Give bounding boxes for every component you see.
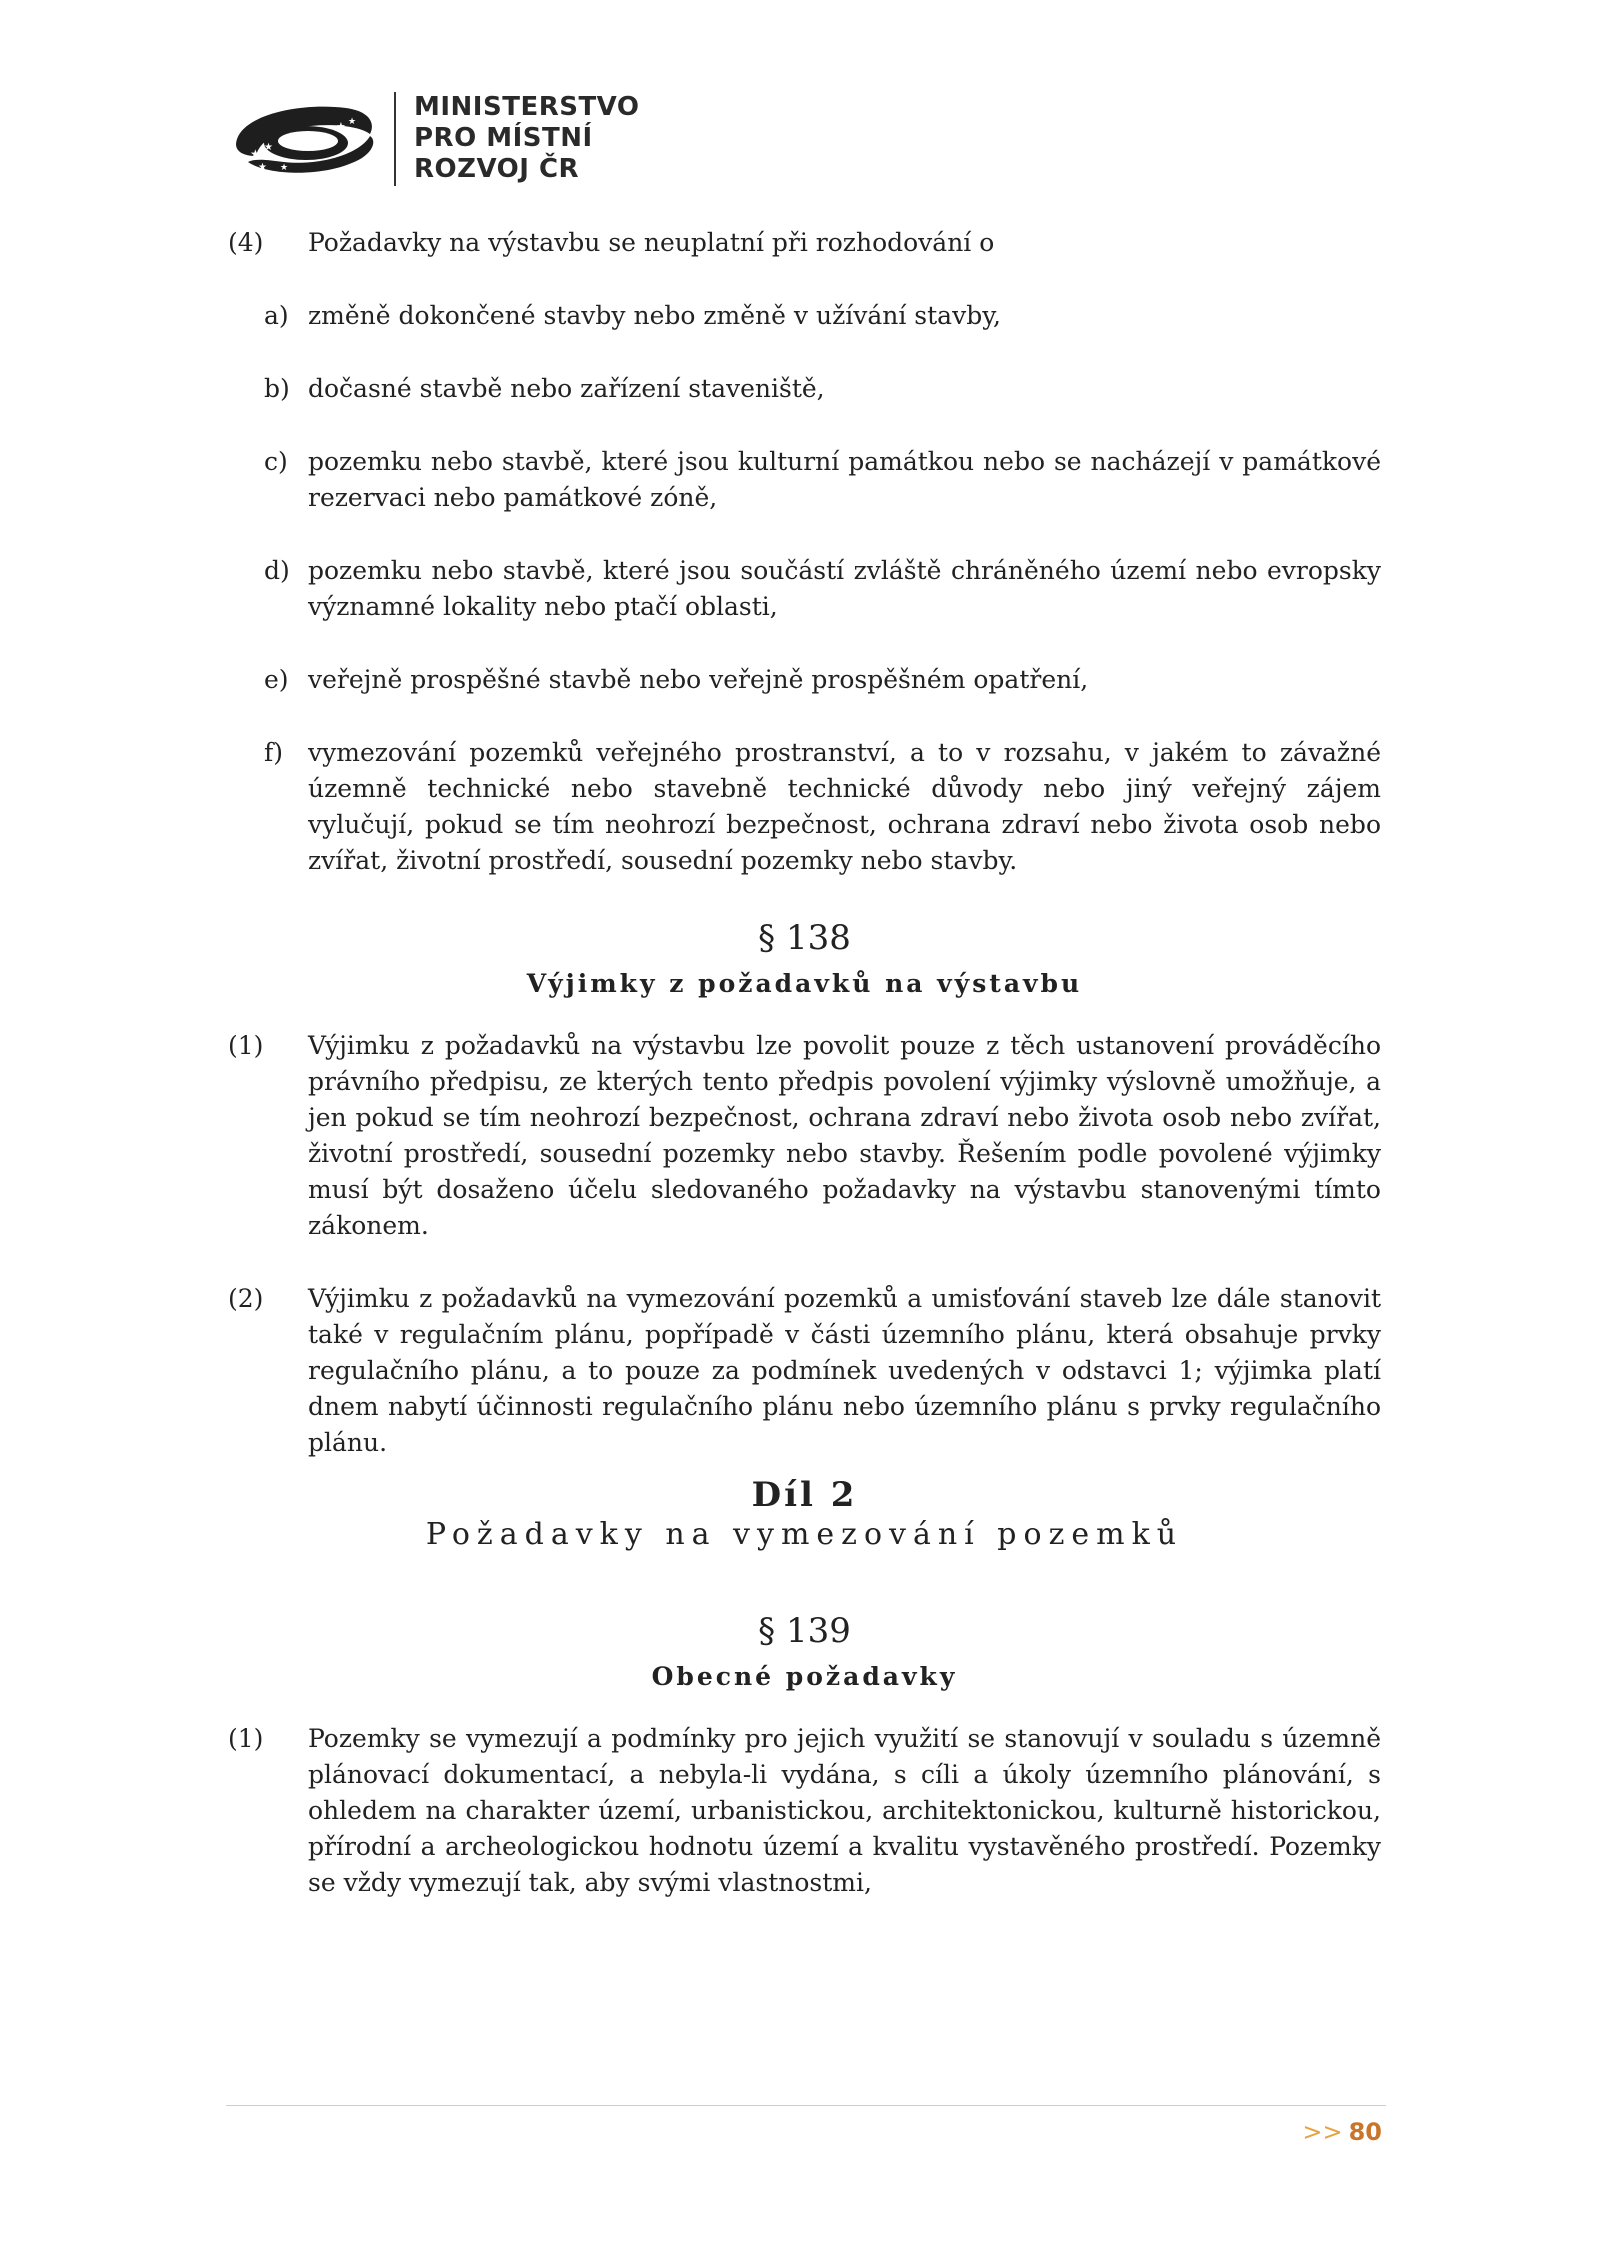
svg-text:★: ★ [348, 117, 357, 127]
item-text: pozemku nebo stavbě, které jsou kulturní památkou nebo se nacházejí v památkové rezervaci nebo památkové zóně, [308, 447, 1381, 512]
item-letter: a) [264, 301, 289, 330]
document-body [228, 225, 1381, 1938]
item-letter: d) [264, 556, 290, 585]
list-item [228, 371, 1381, 407]
list-item [228, 735, 1381, 879]
logo-line: MINISTERSTVO [414, 92, 640, 122]
list-item [228, 298, 1381, 334]
item-letter: b) [264, 374, 290, 403]
item-text: dočasné stavbě nebo zařízení staveniště, [308, 374, 825, 403]
paragraph-text: Výjimku z požadavků na výstavbu lze povolit pouze z těch ustanovení prováděcího právního předpisu, ze kterých tento předpis povolení výjimky výslovně umožňuje, a jen pokud se tím neohrozí bezpečnost, ochrana zdraví nebo života osob nebo zvířat, životní prostředí, sousední pozemky nebo stavby. Řešením podle povolené výjimky musí být dosaženo účelu sledovaného požadavky na výstavbu stanovenými tímto zákonem. [308, 1031, 1381, 1240]
item-text: vymezování pozemků veřejného prostranství, a to v rozsahu, v jakém to závažné územně technické nebo stavebně technické důvody nebo jiný veřejný zájem vylučují, pokud se tím neohrozí bezpečnost, ochrana zdraví nebo života osob nebo zvířat, životní prostředí, sousední pozemky nebo stavby. [308, 738, 1381, 875]
paragraph-number: (1) [228, 1031, 264, 1060]
paragraph [228, 1028, 1381, 1244]
logo-text [414, 92, 639, 185]
list-item [228, 662, 1381, 698]
item-list [228, 298, 1381, 879]
logo-line: PRO MÍSTNÍ [414, 123, 593, 153]
svg-text:★: ★ [258, 162, 267, 173]
svg-text:★: ★ [250, 147, 261, 161]
part-number: Díl 2 [751, 1475, 858, 1515]
logo-divider [394, 92, 396, 186]
paragraph-text: Pozemky se vymezují a podmínky pro jejich využití se stanovují v souladu s územně plánovací dokumentací, a nebyla-li vydána, s cíli a úkoly územního plánování, s ohledem na charakter území, urbanistickou, architektonickou, kulturně historickou, přírodní a archeologickou hodnotu území a kvalitu vystavěného prostředí. Pozemky se vždy vymezují tak, aby svými vlastnostmi, [308, 1724, 1381, 1897]
section-title: Obecné požadavky [651, 1662, 958, 1691]
paragraph [228, 1281, 1381, 1461]
ministry-logo [228, 90, 648, 190]
paragraph-number: (1) [228, 1724, 264, 1753]
part-title: Požadavky na vymezování pozemků [425, 1517, 1184, 1552]
paragraph-number: (4) [228, 228, 264, 257]
svg-text:★: ★ [264, 142, 273, 153]
svg-text:★: ★ [336, 120, 346, 133]
item-text: veřejně prospěšné stavbě nebo veřejně prospěšném opatření, [308, 665, 1089, 694]
item-letter: e) [264, 665, 289, 694]
paragraph-4 [228, 225, 1381, 261]
paragraph [228, 1721, 1381, 1901]
page-number-value: 80 [1348, 2118, 1382, 2146]
list-item [228, 553, 1381, 625]
svg-text:★: ★ [280, 163, 289, 173]
list-item [228, 444, 1381, 516]
paragraph-text: Požadavky na výstavbu se neuplatní při rozhodování o [308, 228, 995, 257]
section-number: § 139 [758, 1611, 851, 1651]
item-letter: f) [264, 738, 284, 767]
paragraph-text: Výjimku z požadavků na vymezování pozemků a umisťování staveb lze dále stanovit také v regulačním plánu, popřípadě v části územního plánu, která obsahuje prvky regulačního plánu, a to pouze za podmínek uvedených v odstavci 1; výjimka platí dnem nabytí účinnosti regulačního plánu nebo územního plánu s prvky regulačního plánu. [308, 1284, 1381, 1457]
section-title: Výjimky z požadavků na výstavbu [526, 969, 1083, 998]
item-letter: c) [264, 447, 288, 476]
item-text: pozemku nebo stavbě, které jsou součástí zvláště chráněného území nebo evropsky významné lokality nebo ptačí oblasti, [308, 556, 1381, 621]
ministry-logo-icon [228, 96, 378, 186]
page-arrows: >> [1302, 2118, 1343, 2146]
paragraph-number: (2) [228, 1284, 264, 1313]
section-number: § 138 [758, 918, 851, 958]
logo-line: ROZVOJ ČR [414, 154, 580, 184]
footer-divider [226, 2105, 1386, 2106]
item-text: změně dokončené stavby nebo změně v užívání stavby, [308, 301, 1001, 330]
page-number [1302, 2118, 1382, 2146]
